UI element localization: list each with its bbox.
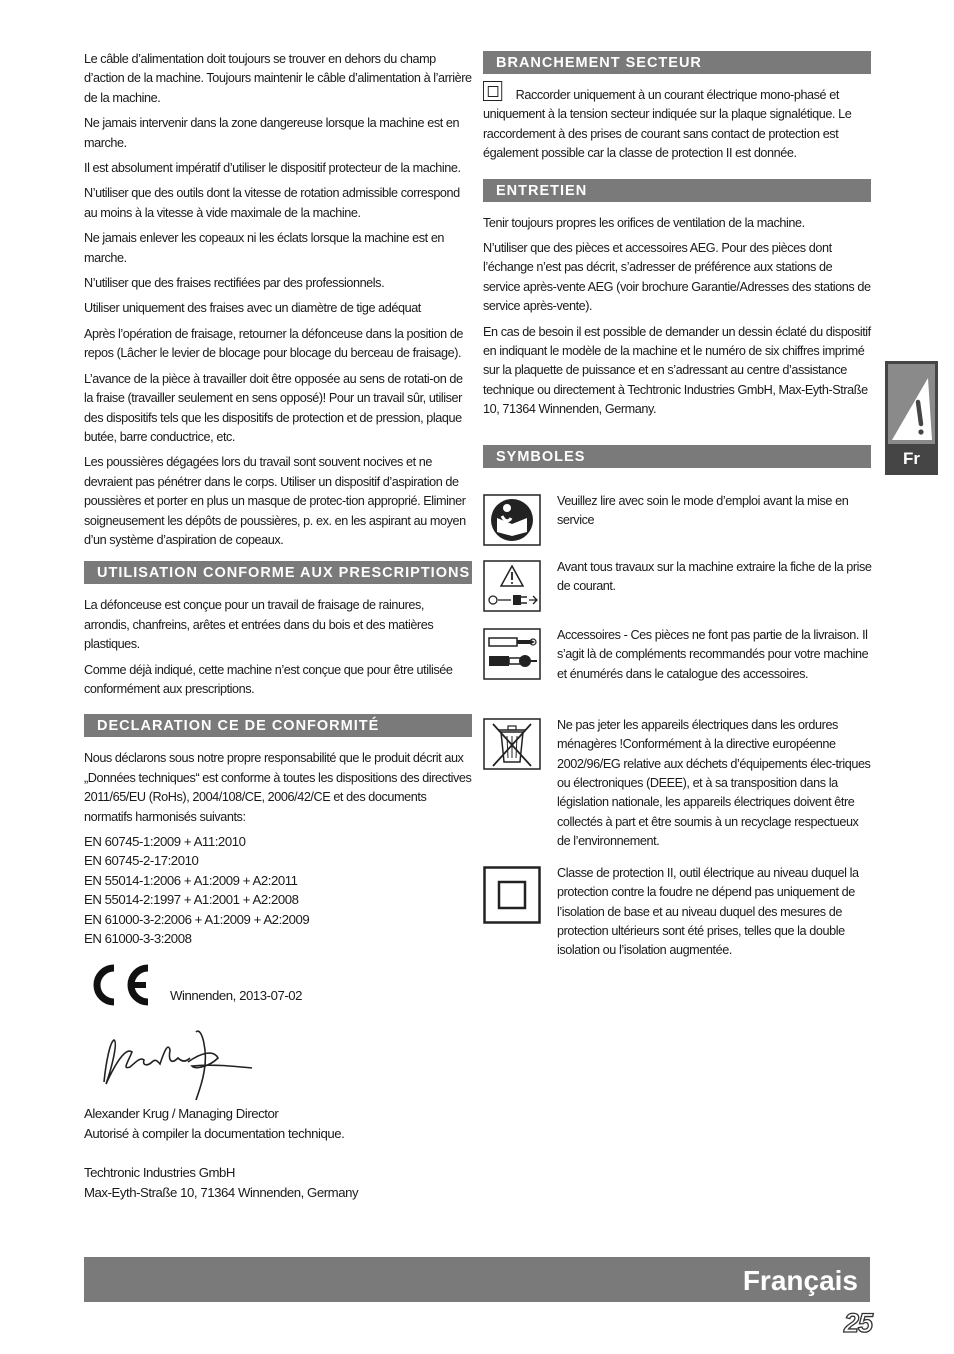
entretien-section-heading: ENTRETIEN xyxy=(483,179,871,202)
language-footer-bar: Français xyxy=(84,1257,870,1302)
standard-item: EN 61000-3-2:2006 + A1:2009 + A2:2009 xyxy=(84,911,310,927)
safety-paragraph-9: L’avance de la pièce à travailler doit être opposée au sens de rotati-on de la fraise (travailler seulement en sens opposé)! Pour un travail sûr, utiliser des dispositifs tels que les dispositifs de protection et de pression, plaque butée, barre conductrice, etc. xyxy=(84,370,463,444)
standard-item: EN 60745-2-17:2010 xyxy=(84,853,199,869)
branchement-text: Raccorder uniquement à un courant électrique mono-phasé et uniquement à la tension secteur indiquée sur la plaque signalétique. Le raccordement à des prises de courant sans contact de protection est également possible car la classe de protection II est donnée. xyxy=(483,87,852,161)
entretien-paragraph-3: En cas de besoin il est possible de demander un dessin éclaté du dispositif en indiquant le modèle de la machine et le numéro de six chiffres imprimé sur la plaquette de puissance et en s’adressant au centre d’assistance technique ou directement à Techtronic Industries GmbH, Max-Eyth-Straße 10, 71364 Winnenden, Germany. xyxy=(483,323,871,417)
standard-item: EN 61000-3-3:2008 xyxy=(84,931,192,947)
safety-paragraph-7: Utiliser uniquement des fraises avec un diamètre de tige adéquat xyxy=(84,300,421,316)
safety-paragraph-4: N’utiliser que des outils dont la vitesse de rotation admissible correspond au moins à la vitesse à vide maximale de la machine. xyxy=(84,185,460,220)
warning-exclamation-icon xyxy=(888,364,935,444)
safety-paragraph-8: Après l’opération de fraisage, retourner la défonceuse dans la position de repos (Lâcher le levier de blocage pour blocage du berceau de fraisage). xyxy=(84,325,464,361)
page-number: 25 xyxy=(843,1308,872,1338)
company-address: Max-Eyth-Straße 10, 71364 Winnenden, Germany xyxy=(84,1184,359,1200)
symboles-section-heading: SYMBOLES xyxy=(483,445,871,468)
symbol-text: Ne pas jeter les appareils électriques dans les ordures ménagères !Conformément à la directive européenne 2002/96/EG relative aux déchets d’équipements élec-triques ou électroniques (DEEE), et à sa transposition dans la législation nationale, les appareils électriques doivent être collectés à part et être soumis à un recyclage respectueux de l’environnement. xyxy=(557,716,871,849)
ce-section-heading: DECLARATION CE DE CONFORMITÉ xyxy=(84,714,472,737)
standard-item: EN 60745-1:2009 + A11:2010 xyxy=(84,834,246,849)
company-name: Techtronic Industries GmbH xyxy=(84,1165,236,1181)
safety-paragraph-10: Les poussières dégagées lors du travail sont souvent nocives et ne devraient pas pénétrer dans le corps. Utiliser un dispositif d’aspiration de poussières et porter en plus un masque de protec-tion approprié. Eliminer soigneusement les dépôts de poussières, p. ex. en les aspirant au moyen d’un système d’aspiration de copeaux. xyxy=(84,454,466,547)
language-side-tab xyxy=(885,361,938,475)
read-manual-icon xyxy=(483,494,541,546)
symbol-row xyxy=(483,557,871,625)
symbol-row xyxy=(483,625,871,715)
ce-mark-icon xyxy=(84,962,154,1008)
entretien-paragraph-2: N’utiliser que des pièces et accessoires AEG. Pour des pièces dont l’échange n’est pas décrit, s’adresser de préférence aux stations de service après-vente AEG (voir brochure Garantie/Adresses des stations de service après-vente). xyxy=(483,240,871,314)
usage-section-heading: UTILISATION CONFORME AUX PRESCRIPTIONS xyxy=(84,561,472,584)
weee-bin-icon xyxy=(483,718,541,770)
authorized-note: Autorisé à compiler la documentation technique. xyxy=(84,1125,345,1141)
symbol-row xyxy=(483,715,871,863)
usage-paragraph-1: La défonceuse est conçue pour un travail de fraisage de rainures, arrondis, chanfreins, arêtes et entrées dans du bois et des matières plastiques. xyxy=(84,597,434,652)
safety-paragraph-2: Ne jamais intervenir dans la zone dangereuse lorsque la machine est en marche. xyxy=(84,115,460,150)
branchement-paragraph xyxy=(483,81,871,163)
unplug-warning-icon xyxy=(483,560,541,612)
ce-mark-row xyxy=(84,962,472,1018)
symbol-text: Avant tous travaux sur la machine extraire la fiche de la prise de courant. xyxy=(557,558,872,594)
entretien-paragraph-1: Tenir toujours propres les orifices de ventilation de la machine. xyxy=(483,214,805,230)
symbol-row xyxy=(483,491,871,557)
standard-item: EN 55014-2:1997 + A1:2001 + A2:2008 xyxy=(84,892,299,908)
right-column xyxy=(483,51,871,959)
signer-name: Alexander Krug / Managing Director xyxy=(84,1106,279,1122)
class-ii-square-icon xyxy=(483,81,502,101)
symbol-text: Accessoires - Ces pièces ne font pas partie de la livraison. Il s’agit là de compléments recommandés pour votre machine et énumérés dans le catalogue des accessoires. xyxy=(557,626,869,681)
accessories-icon xyxy=(483,628,541,680)
usage-paragraph-2: Comme déjà indiqué, cette machine n’est conçue que pour être utilisée conformément aux prescriptions. xyxy=(84,661,453,696)
class-ii-icon xyxy=(483,866,541,924)
safety-paragraph-3: Il est absolument impératif d’utiliser le dispositif protecteur de la machine. xyxy=(84,160,461,176)
language-code: Fr xyxy=(903,449,920,468)
ce-intro: Nous déclarons sous notre propre responsabilité que le produit décrit aux „Données techniques“ est conforme à toutes les dispositions des directives 2011/65/EU (RoHs), 2004/108/CE, 2006/42/CE et des documents normatifs harmonisés suivants: xyxy=(84,750,472,824)
symbol-text: Classe de protection II, outil électrique au niveau duquel la protection contre la foudre ne dépend pas uniquement de l’isolation de base et au niveau duquel des mesures de protection ultérieurs sont été prises, telles que la double isolation ou l’isolation augmentée. xyxy=(557,864,859,958)
symbol-text: Veuillez lire avec soin le mode d’emploi avant la mise en service xyxy=(557,492,849,528)
safety-paragraph-6: N’utiliser que des fraises rectifiées par des professionnels. xyxy=(84,275,385,291)
safety-paragraph-5: Ne jamais enlever les copeaux ni les éclats lorsque la machine est en marche. xyxy=(84,230,445,265)
safety-paragraph-1: Le câble d’alimentation doit toujours se trouver en dehors du champ d’action de la machine. Toujours maintenir le câble d’alimentation à l’arrière de la machine. xyxy=(84,51,472,105)
standards-list xyxy=(84,832,472,948)
branchement-section-heading: BRANCHEMENT SECTEUR xyxy=(483,51,871,74)
signature-image xyxy=(92,1022,262,1102)
symbol-row xyxy=(483,863,871,959)
place-date: Winnenden, 2013-07-02 xyxy=(170,988,303,1004)
left-column xyxy=(84,49,472,1202)
standard-item: EN 55014-1:2006 + A1:2009 + A2:2011 xyxy=(84,872,298,888)
warning-panel xyxy=(888,364,935,444)
